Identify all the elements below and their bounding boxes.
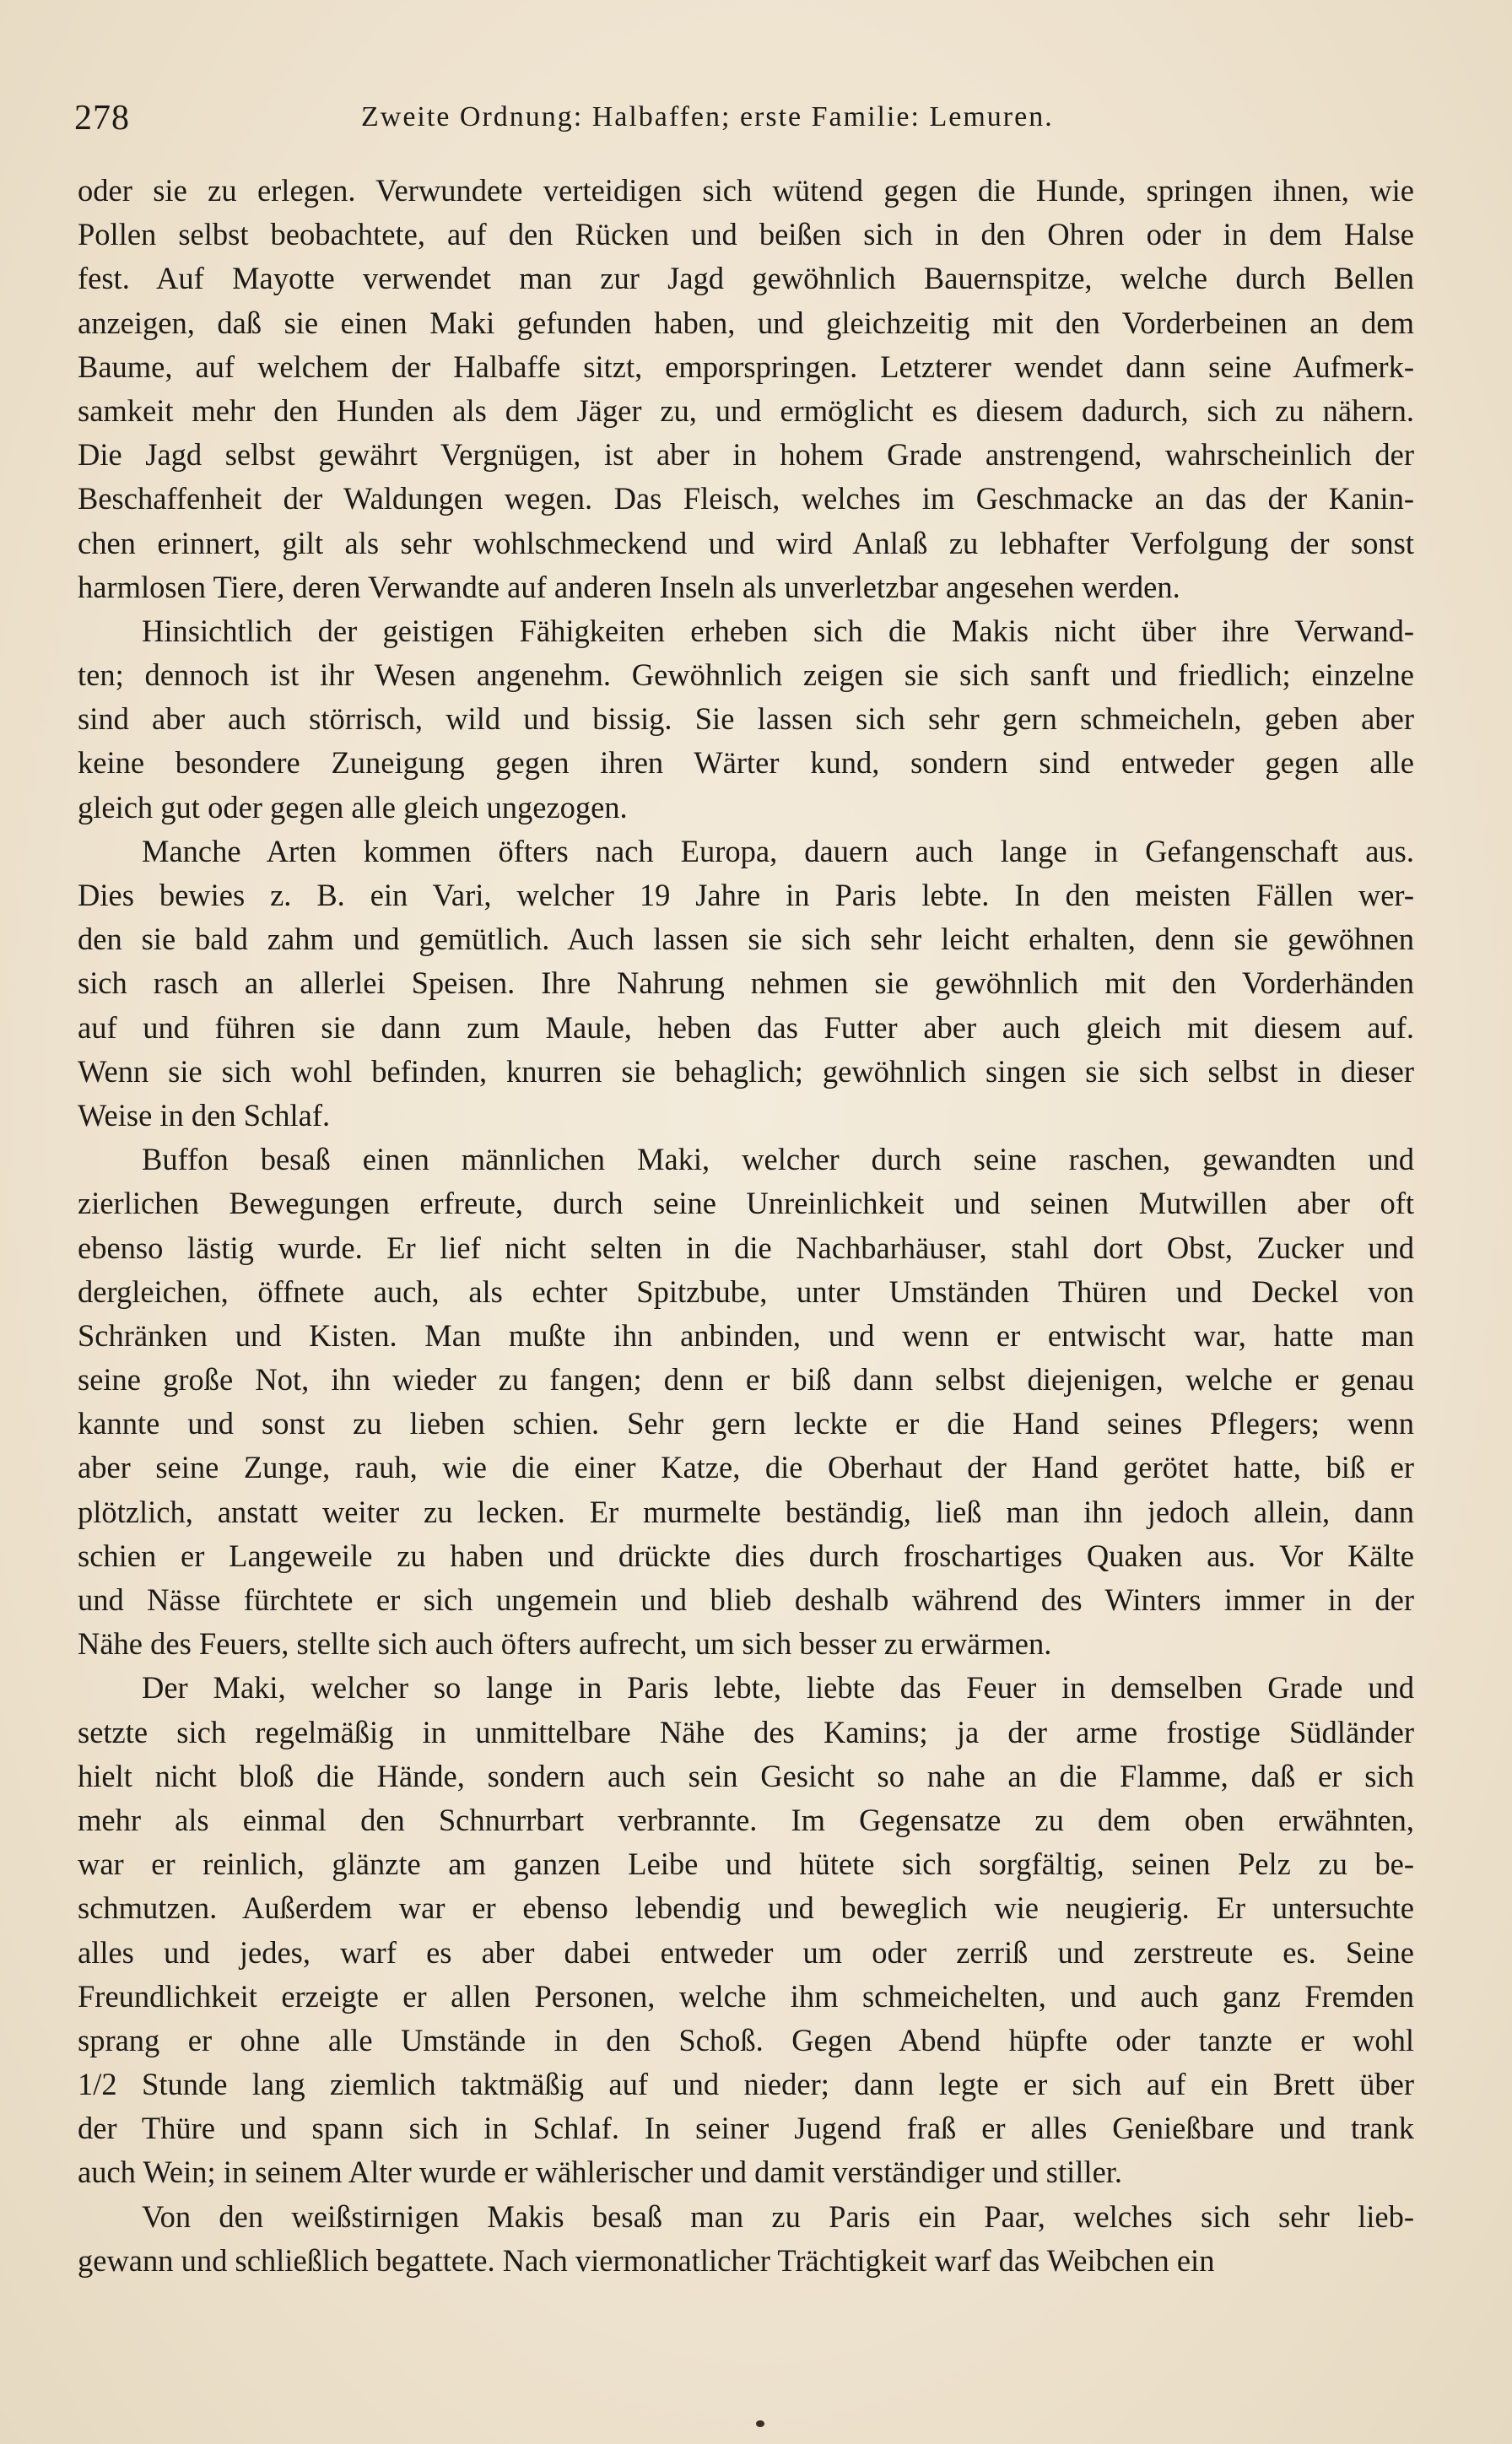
text-line: plötzlich, anstatt weiter zu lecken. Er murmelte beständig, ließ man ihn jedoch allein, dann [78, 1494, 1414, 1529]
text-line: Dies bewies z. B. ein Vari, welcher 19 Jahre in Paris lebte. In den meisten Fällen wer- [78, 878, 1414, 912]
text-line: anzeigen, daß sie einen Maki gefunden haben, und gleichzeitig mit den Vorderbeinen an dem [78, 305, 1414, 340]
text-line: keine besondere Zuneigung gegen ihren Wärter kund, sondern sind entweder gegen alle [78, 745, 1414, 781]
text-line: sprang er ohne alle Umstände in den Schoß. Gegen Abend hüpfte oder tanzte er wohl [78, 2022, 1414, 2057]
text-line: gleich gut oder gegen alle gleich ungezogen. [78, 789, 628, 825]
text-line: Die Jagd selbst gewährt Vergnügen, ist aber in hohem Grade anstrengend, wahrscheinlich der [78, 437, 1414, 473]
paragraph [78, 1666, 1414, 2194]
text-line: Wenn sie sich wohl befinden, knurren sie behaglich; gewöhnlich singen sie sich selbst in dieser [78, 1053, 1414, 1089]
body-text [78, 169, 1414, 2283]
paragraph [78, 1138, 1414, 1666]
text-line: Buffon besaß einen männlichen Maki, welcher durch seine raschen, gewandten und [142, 1142, 1414, 1177]
text-line: gewann und schließlich begattete. Nach viermonatlicher Trächtigkeit warf das Weibchen ein [78, 2242, 1215, 2278]
text-line: zierlichen Bewegungen erfreute, durch seine Unreinlichkeit und seinen Mutwillen aber oft [78, 1186, 1414, 1221]
paragraph [78, 169, 1414, 609]
text-line: Weise in den Schlaf. [78, 1097, 331, 1133]
page-header [74, 95, 1441, 145]
text-line: 1/2 Stunde lang ziemlich taktmäßig auf und nieder; dann legte er sich auf ein Brett über [78, 2067, 1414, 2102]
text-line: Nähe des Feuers, stellte sich auch öfters aufrecht, um sich besser zu erwärmen. [78, 1626, 1052, 1662]
text-line: schmutzen. Außerdem war er ebenso lebendig und beweglich wie neugierig. Er untersuchte [78, 1890, 1414, 1926]
text-line: schien er Langeweile zu haben und drückte dies durch froschartiges Quaken aus. Vor Kälte [78, 1538, 1414, 1573]
running-head: Zweite Ordnung: Halbaffen; erste Familie: Lemuren. [361, 101, 1054, 132]
text-line: auf und führen sie dann zum Maule, heben das Futter aber auch gleich mit diesem auf. [78, 1009, 1414, 1045]
text-line: chen erinnert, gilt als sehr wohlschmeckend und wird Anlaß zu lebhafter Verfolgung der sonst [78, 525, 1414, 560]
text-line: Von den weißstirnigen Makis besaß man zu Paris ein Paar, welches sich sehr lieb- [142, 2198, 1414, 2234]
text-line: harmlosen Tiere, deren Verwandte auf anderen Inseln als unverletzbar angesehen werden. [78, 569, 1180, 604]
text-line: Beschaffenheit der Waldungen wegen. Das Fleisch, welches im Geschmacke an das der Kanin- [78, 481, 1414, 516]
footer-ink-mark [756, 2420, 764, 2427]
text-line: Schränken und Kisten. Man mußte ihn anbinden, und wenn er entwischt war, hatte man [78, 1317, 1414, 1353]
text-line: ebenso lästig wurde. Er lief nicht selten in die Nachbarhäuser, stahl dort Obst, Zucker und [78, 1230, 1414, 1265]
paragraph [78, 609, 1414, 830]
text-line: war er reinlich, glänzte am ganzen Leibe und hütete sich sorgfältig, seinen Pelz zu be- [78, 1847, 1414, 1882]
paragraph [78, 830, 1414, 1138]
text-line: samkeit mehr den Hunden als dem Jäger zu, und ermöglicht es diesem dadurch, sich zu nähern. [78, 392, 1414, 428]
paragraph [78, 2195, 1414, 2283]
text-line: mehr als einmal den Schnurrbart verbrannte. Im Gegensatze zu dem oben erwähnten, [78, 1802, 1414, 1837]
text-line: Der Maki, welcher so lange in Paris lebte, liebte das Feuer in demselben Grade und [142, 1670, 1414, 1706]
text-line: sich rasch an allerlei Speisen. Ihre Nahrung nehmen sie gewöhnlich mit den Vorderhänden [78, 965, 1414, 1001]
text-line: setzte sich regelmäßig in unmittelbare Nähe des Kamins; ja der arme frostige Südländer [78, 1714, 1414, 1749]
text-line: und Nässe fürchtete er sich ungemein und blieb deshalb während des Winters immer in der [78, 1582, 1414, 1617]
text-line: Baume, auf welchem der Halbaffe sitzt, emporspringen. Letzterer wendet dann seine Aufmerk- [78, 349, 1414, 384]
text-line: fest. Auf Mayotte verwendet man zur Jagd gewöhnlich Bauernspitze, welche durch Bellen [78, 261, 1414, 296]
text-line: hielt nicht bloß die Hände, sondern auch sein Gesicht so nahe an die Flamme, daß er sich [78, 1758, 1414, 1793]
text-line: den sie bald zahm und gemütlich. Auch lassen sie sich sehr leicht erhalten, denn sie gewöhnen [78, 922, 1414, 957]
text-line: Manche Arten kommen öfters nach Europa, dauern auch lange in Gefangenschaft aus. [142, 833, 1414, 868]
text-line: Hinsichtlich der geistigen Fähigkeiten erheben sich die Makis nicht über ihre Verwand- [142, 613, 1414, 648]
text-line: Pollen selbst beobachtete, auf den Rücken und beißen sich in den Ohren oder in dem Halse [78, 217, 1414, 252]
text-line: ten; dennoch ist ihr Wesen angenehm. Gewöhnlich zeigen sie sich sanft und friedlich; einzelne [78, 657, 1414, 693]
text-line: Freundlichkeit erzeigte er allen Personen, welche ihm schmeichelten, und auch ganz Fremden [78, 1978, 1414, 2014]
text-line: alles und jedes, warf es aber dabei entweder um oder zerriß und zerstreute es. Seine [78, 1934, 1414, 1970]
text-line: kannte und sonst zu lieben schien. Sehr gern leckte er die Hand seines Pflegers; wenn [78, 1406, 1414, 1441]
text-line: dergleichen, öffnete auch, als echter Spitzbube, unter Umständen Thüren und Deckel von [78, 1273, 1414, 1309]
text-line: der Thüre und spann sich in Schlaf. In seiner Jugend fraß er alles Genießbare und trank [78, 2111, 1414, 2146]
page-number: 278 [74, 99, 130, 138]
text-line: oder sie zu erlegen. Verwundete verteidigen sich wütend gegen die Hunde, springen ihnen, wie [78, 173, 1414, 208]
text-line: auch Wein; in seinem Alter wurde er wählerischer und damit verständiger und stiller. [78, 2155, 1123, 2190]
text-line: seine große Not, ihn wieder zu fangen; denn er biß dann selbst diejenigen, welche er genau [78, 1362, 1414, 1398]
text-line: sind aber auch störrisch, wild und bissig. Sie lassen sich sehr gern schmeicheln, geben aber [78, 701, 1414, 737]
text-line: aber seine Zunge, rauh, wie die einer Katze, die Oberhaut der Hand gerötet hatte, biß er [78, 1450, 1414, 1485]
